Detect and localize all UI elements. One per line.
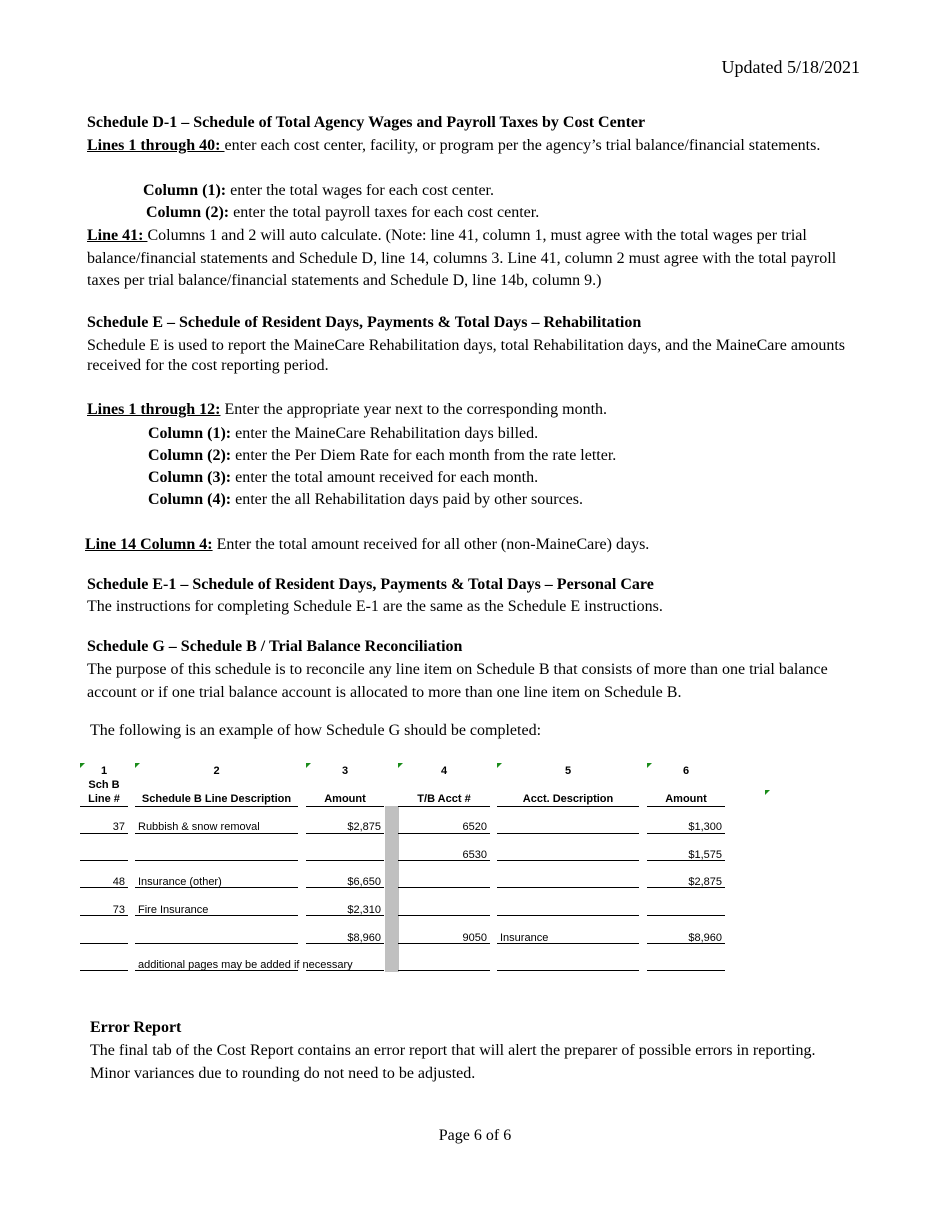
col5-header: Acct. Description	[522, 793, 614, 805]
d1-col2-label: Column (2):	[146, 204, 230, 221]
schedule-g-example-table	[80, 760, 780, 975]
e-col1-text: enter the MaineCare Rehabilitation days billed.	[231, 425, 539, 442]
e-lines-text: Enter the appropriate year next to the corresponding month.	[220, 401, 608, 418]
row-rule	[398, 915, 490, 916]
col-number-1: 1	[100, 765, 108, 777]
row4-desc: Fire Insurance	[138, 904, 209, 916]
col-number-3: 3	[341, 765, 349, 777]
error-report-title: Error Report	[90, 1019, 182, 1036]
row-rule	[398, 943, 490, 944]
header-rule	[647, 806, 725, 807]
d1-col1-text: enter the total wages for each cost center.	[226, 182, 494, 199]
row1-amount: $2,875	[347, 821, 381, 833]
col6-header: Amount	[665, 793, 707, 805]
header-rule	[135, 806, 298, 807]
d1-col2-text: enter the total payroll taxes for each cost center.	[229, 204, 540, 221]
col4-header: T/B Acct #	[417, 793, 471, 805]
e-col4-label: Column (4):	[148, 491, 232, 508]
row1-acct: 6520	[462, 821, 487, 833]
col-number-4: 4	[440, 765, 448, 777]
row4-amount: $2,310	[347, 904, 381, 916]
page-number: Page 6 of 6	[438, 1127, 512, 1144]
row6-desc: additional pages may be added if necessary	[138, 959, 353, 971]
row3-amount: $6,650	[347, 876, 381, 888]
col2-header: Schedule B Line Description	[141, 793, 292, 805]
e-col2-text: enter the Per Diem Rate for each month from the rate letter.	[231, 447, 617, 464]
row-rule	[80, 943, 128, 944]
row-rule	[497, 887, 639, 888]
schedule-e1-title: Schedule E-1 – Schedule of Resident Days, Payments & Total Days – Personal Care	[87, 576, 654, 593]
row4-line: 73	[112, 904, 125, 916]
e-col1-label: Column (1):	[148, 425, 232, 442]
row3-amount2: $2,875	[688, 876, 722, 888]
row-rule	[647, 887, 725, 888]
row-rule	[135, 887, 298, 888]
row-rule	[80, 887, 128, 888]
schedule-e1-text: The instructions for completing Schedule E-1 are the same as the Schedule E instructions.	[87, 598, 663, 615]
row2-acct: 6530	[462, 849, 487, 861]
d1-lines-text: enter each cost center, facility, or program per the agency’s trial balance/financial statements.	[224, 137, 821, 154]
col1-header: Line #	[88, 793, 120, 805]
row5-amount2: $8,960	[688, 932, 722, 944]
e-line14-label: Line 14 Column 4:	[85, 536, 213, 553]
d1-col1-label: Column (1):	[143, 182, 227, 199]
row-rule	[497, 970, 639, 971]
col-number-6: 6	[682, 765, 690, 777]
row3-line: 48	[112, 876, 125, 888]
col-number-5: 5	[564, 765, 572, 777]
row-rule	[398, 833, 490, 834]
row-rule	[306, 970, 384, 971]
row5-amount: $8,960	[347, 932, 381, 944]
row-rule	[497, 943, 639, 944]
d1-column-2	[146, 202, 539, 224]
shaded-separator	[385, 806, 399, 972]
col-number-2: 2	[213, 765, 220, 777]
row1-line: 37	[112, 821, 125, 833]
row-rule	[647, 860, 725, 861]
e-column-2	[148, 445, 616, 467]
e-column-1	[148, 423, 538, 445]
row1-amount2: $1,300	[688, 821, 722, 833]
header-rule	[80, 806, 128, 807]
e-lines-label: Lines 1 through 12:	[87, 401, 221, 418]
d1-line41-label: Line 41:	[87, 227, 148, 244]
row-rule	[306, 860, 384, 861]
row-rule	[135, 833, 298, 834]
d1-line41-paragraph	[87, 225, 862, 293]
schedule-g-example-intro: The following is an example of how Schedule G should be completed:	[90, 722, 542, 739]
row-rule	[497, 833, 639, 834]
col3-header: Amount	[324, 793, 366, 805]
row-rule	[398, 860, 490, 861]
row-rule	[80, 860, 128, 861]
row2-amount2: $1,575	[688, 849, 722, 861]
schedule-e-intro: Schedule E is used to report the MaineCare Rehabilitation days, total Rehabilitation days, and the MaineCare amounts received for the cost reporting period.	[87, 337, 846, 374]
d1-lines-label: Lines 1 through 40:	[87, 137, 225, 154]
row-rule	[135, 915, 298, 916]
row-rule	[647, 915, 725, 916]
header-rule	[398, 806, 490, 807]
row5-acct: 9050	[462, 932, 487, 944]
row-rule	[497, 860, 639, 861]
schedule-d1-title: Schedule D-1 – Schedule of Total Agency Wages and Payroll Taxes by Cost Center	[87, 114, 646, 131]
row-rule	[135, 970, 298, 971]
e-line14-paragraph	[85, 536, 649, 554]
e-lines-paragraph	[87, 401, 607, 419]
row-rule	[80, 915, 128, 916]
row-rule	[497, 915, 639, 916]
d1-line41-text: Columns 1 and 2 will auto calculate. (Note: line 41, column 1, must agree with the total wages per trial balance/financial statements and Schedule D, line 14, columns 3. Line 41, column 2 must agree with the total payroll taxes per trial balance/financial statements and Schedule D, line 14b, column 9.)	[87, 227, 837, 289]
row-rule	[80, 833, 128, 834]
row-rule	[80, 970, 128, 971]
row3-desc: Insurance (other)	[138, 876, 222, 888]
row-rule	[306, 915, 384, 916]
schedule-g-title: Schedule G – Schedule B / Trial Balance Reconciliation	[87, 638, 463, 655]
header-rule	[306, 806, 384, 807]
row-rule	[135, 943, 298, 944]
e-column-4	[148, 489, 583, 511]
col1-header-top: Sch B	[88, 779, 120, 791]
schedule-g-text: The purpose of this schedule is to reconcile any line item on Schedule B that consists of more than one trial balance account or if one trial balance account is allocated to more than one line item on Schedule B.	[87, 661, 828, 701]
e-col4-text: enter the all Rehabilitation days paid by other sources.	[231, 491, 584, 508]
e-col3-text: enter the total amount received for each month.	[231, 469, 539, 486]
row-rule	[398, 887, 490, 888]
row-rule	[306, 887, 384, 888]
error-report-text: The final tab of the Cost Report contains an error report that will alert the preparer of possible errors in reporting. Minor variances due to rounding do not need to be adjusted.	[90, 1042, 816, 1082]
row1-desc: Rubbish & snow removal	[138, 821, 260, 833]
e-col2-label: Column (2):	[148, 447, 232, 464]
schedule-e-title: Schedule E – Schedule of Resident Days, Payments & Total Days – Rehabilitation	[87, 314, 642, 331]
e-col3-label: Column (3):	[148, 469, 232, 486]
comment-flag-icon	[765, 790, 770, 795]
e-column-3	[148, 467, 538, 489]
updated-date: Updated 5/18/2021	[721, 57, 860, 77]
row-rule	[647, 970, 725, 971]
schedule-d1-lines-paragraph	[87, 135, 867, 158]
row-rule	[135, 860, 298, 861]
row-rule	[647, 943, 725, 944]
row-rule	[647, 833, 725, 834]
row5-acct-desc: Insurance	[500, 932, 549, 944]
d1-column-1	[143, 180, 494, 202]
e-line14-text: Enter the total amount received for all other (non-MaineCare) days.	[212, 536, 650, 553]
header-rule	[497, 806, 639, 807]
row-rule	[398, 970, 490, 971]
row-rule	[306, 943, 384, 944]
row-rule	[306, 833, 384, 834]
